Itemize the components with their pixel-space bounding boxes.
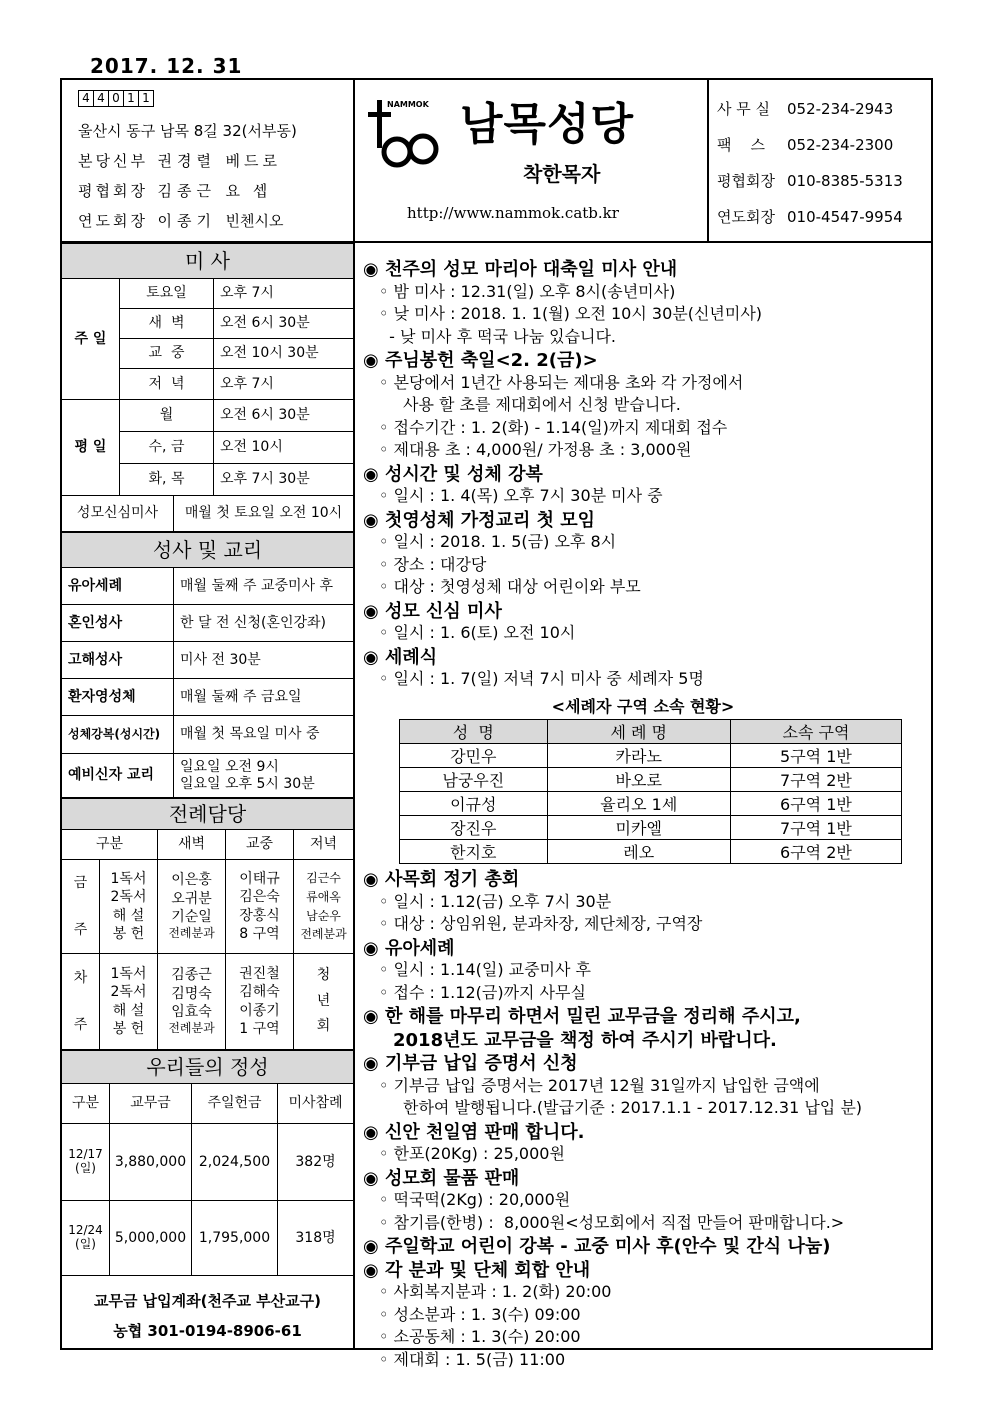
notice-item: ◦ 일시 : 1.14(일) 교중미사 후 — [379, 960, 592, 979]
sacraments-title: 성사 및 교리 — [62, 532, 353, 568]
sacrament-label: 예비신자 교리 — [62, 754, 174, 798]
marian-mass-label: 성모신심미사 — [62, 496, 174, 532]
notice-item: ◦ 사회복지분과 : 1. 2(화) 20:00 — [379, 1282, 612, 1301]
notice-item: ◦ 제대회 : 1. 5(금) 11:00 — [379, 1349, 566, 1369]
weekday-label: 평 일 — [62, 400, 120, 496]
logo-text: NAMMOK — [387, 100, 429, 109]
bulletin-date: 2017. 12. 31 — [90, 54, 243, 78]
staff-council: 평협회장 김종근 요 셉 — [78, 182, 272, 200]
table-row: 장진우 미카엘 7구역 1반 — [400, 816, 902, 840]
notice-item: ◦ 본당에서 1년간 사용되는 제대용 초와 각 가정에서 — [379, 372, 744, 392]
header-title-block — [355, 80, 709, 241]
staff-pastor: 본당신부 권경렬 베드로 — [78, 152, 282, 170]
notice-item: ◦ 대상 : 첫영성체 대상 어린이와 부모 — [379, 577, 641, 596]
postal-code — [78, 90, 153, 107]
offering-attendance: 382명 — [278, 1124, 353, 1201]
offering-dues: 3,880,000 — [110, 1124, 192, 1201]
offering-date: 12/17 (일) — [62, 1124, 110, 1201]
liturgy-col-header: 구분 — [62, 830, 158, 860]
sacrament-value: 미사 전 30분 — [174, 642, 353, 679]
notice-item: ◦ 일시 : 1. 4(목) 오후 7시 30분 미사 중 — [379, 486, 663, 505]
mass-time: 오전 6시 30분 — [214, 400, 353, 432]
notice-heading: ◉ 주님봉헌 축일<2. 2(금)> — [363, 350, 598, 371]
notice-heading: ◉ 천주의 성모 마리아 대축일 미사 안내 — [363, 259, 678, 280]
sacrament-value: 매월 첫 목요일 미사 중 — [174, 716, 353, 754]
church-logo-icon — [365, 94, 445, 170]
offering-col-header: 주일헌금 — [192, 1084, 278, 1124]
liturgy-roles: 1독서 2독서 해 설 봉 헌 — [100, 954, 158, 1050]
liturgy-main: 이태규 김은숙 장홍식 8 구역 — [226, 860, 294, 954]
offering-col-header: 교무금 — [110, 1084, 192, 1124]
postal-digit: 0 — [108, 90, 124, 107]
baptism-caption: <세례자 구역 소속 현황> — [551, 697, 735, 716]
liturgy-dawn: 김종근 김명숙 임효숙 전례분과 — [158, 954, 226, 1050]
notice-heading: ◉ 신안 천일염 판매 합니다. — [363, 1121, 585, 1143]
liturgy-title: 전례담당 — [62, 798, 353, 830]
offering-collection: 2,024,500 — [192, 1124, 278, 1201]
notice-item: ◦ 낮 미사 : 2018. 1. 1(월) 오전 10시 30분(신년미사) — [379, 304, 763, 323]
mass-day: 월 — [120, 400, 214, 432]
notice-item: ◦ 대상 : 상임위원, 분과차장, 제단체장, 구역장 — [379, 914, 703, 933]
offerings-title: 우리들의 정성 — [62, 1050, 353, 1084]
mass-day: 화, 목 — [120, 464, 214, 496]
table-row: 이규성 율리오 1세 6구역 1반 — [400, 792, 902, 816]
sacrament-label: 유아세례 — [62, 568, 174, 605]
mass-day: 저 녁 — [120, 369, 214, 400]
offering-attendance: 318명 — [278, 1201, 353, 1276]
table-row: 한지호 레오 6구역 2반 — [400, 840, 902, 864]
table-header: 성 명 — [400, 720, 548, 744]
sacrament-value: 매월 둘째 주 금요일 — [174, 679, 353, 716]
offering-date: 12/24 (일) — [62, 1201, 110, 1276]
bulletin-frame — [60, 78, 933, 1369]
notice-item: ◦ 접수기간 : 1. 2(화) - 1.14(일)까지 제대회 접수 — [379, 417, 728, 437]
notice-item: ◦ 일시 : 1. 7(일) 저녁 7시 미사 중 세례자 5명 — [379, 669, 704, 688]
notice-item: - 낮 미사 후 떡국 나눔 있습니다. — [379, 326, 617, 346]
liturgy-col-header: 새벽 — [158, 830, 226, 860]
baptism-table — [399, 719, 902, 864]
sacrament-value: 일요일 오전 9시 일요일 오후 5시 30분 — [174, 754, 353, 798]
header — [62, 80, 931, 243]
notice-item: 사용 할 초를 제대회에서 신청 받습니다. — [403, 395, 681, 414]
liturgy-roles: 1독서 2독서 해 설 봉 헌 — [100, 860, 158, 954]
table-header: 세 례 명 — [547, 720, 730, 744]
address: 울산시 동구 남목 8길 32(서부동) — [78, 122, 297, 140]
contact-list — [709, 80, 931, 241]
notice-heading: ◉ 성모 신심 미사 — [363, 600, 502, 622]
sacrament-label: 환자영성체 — [62, 679, 174, 716]
postal-digit: 1 — [138, 90, 154, 107]
notice-item: ◦ 기부금 납입 증명서는 2017년 12월 31일까지 납입한 금액에 — [379, 1075, 820, 1095]
contact-fax: 팩 스 052-234-2300 — [717, 136, 894, 154]
liturgy-col-header: 저녁 — [294, 830, 353, 860]
contact-funeral: 연도회장 010-4547-9954 — [717, 208, 903, 226]
notice-item: ◦ 접수 : 1.12(금)까지 사무실 — [379, 982, 586, 1002]
left-column — [62, 243, 355, 1350]
contact-council: 평협회장 010-8385-5313 — [717, 172, 903, 190]
table-row: 남궁우진 바오로 7구역 2반 — [400, 768, 902, 792]
liturgy-group-label: 차 주 — [62, 954, 100, 1050]
notice-heading: ◉ 첫영성체 가정교리 첫 모임 — [363, 509, 596, 531]
liturgy-main: 권진철 김해숙 이종기 1 구역 — [226, 954, 294, 1050]
bulletin-subtitle: 착한목자 — [523, 162, 601, 186]
mass-day: 교 중 — [120, 339, 214, 369]
mass-time: 오전 10시 30분 — [214, 339, 353, 369]
sacrament-value: 매월 둘째 주 교중미사 후 — [174, 568, 353, 605]
notice-item: 한하여 발행됩니다.(발급기준 : 2017.1.1 - 2017.12.31 납입 분) — [403, 1098, 863, 1117]
sacrament-label: 성체강복(성시간) — [62, 716, 174, 754]
notice-heading: ◉ 각 분과 및 단체 회합 안내 — [363, 1259, 591, 1281]
liturgy-evening: 청 년 회 — [294, 954, 353, 1050]
notice-heading: 2018년도 교무금을 책정 하여 주시기 바랍니다. — [393, 1029, 777, 1051]
mass-time: 오전 10시 — [214, 432, 353, 464]
sunday-label: 주 일 — [62, 279, 120, 400]
notice-heading: ◉ 세례식 — [363, 646, 438, 668]
mass-title: 미 사 — [62, 243, 353, 279]
sacrament-label: 혼인성사 — [62, 605, 174, 642]
offering-col-header: 구분 — [62, 1084, 110, 1124]
postal-digit: 4 — [78, 90, 94, 107]
mass-time: 오후 7시 — [214, 369, 353, 400]
notices-column — [355, 243, 931, 1369]
staff-funeral: 연도회장 이종기 빈첸시오 — [78, 212, 284, 230]
notice-item: ◦ 일시 : 2018. 1. 5(금) 오후 8시 — [379, 532, 617, 551]
mass-time: 오전 6시 30분 — [214, 309, 353, 339]
sacrament-value: 한 달 전 신청(혼인강좌) — [174, 605, 353, 642]
notice-item: ◦ 장소 : 대강당 — [379, 554, 487, 574]
table-row: 강민우 카라노 5구역 1반 — [400, 744, 902, 768]
offering-dues: 5,000,000 — [110, 1201, 192, 1276]
marian-mass-time: 매월 첫 토요일 오전 10시 — [174, 496, 353, 532]
liturgy-group-label: 금 주 — [62, 860, 100, 954]
account-number: 농협 301-0194-8906-61 — [113, 1322, 302, 1340]
notice-item: ◦ 일시 : 1.12(금) 오후 7시 30분 — [379, 891, 612, 911]
notice-heading: ◉ 한 해를 마무리 하면서 밀린 교무금을 정리해 주시고, — [363, 1006, 801, 1027]
notice-item: ◦ 소공동체 : 1. 3(수) 20:00 — [379, 1327, 581, 1346]
header-info — [62, 80, 355, 241]
notice-heading: ◉ 성모회 물품 판매 — [363, 1167, 520, 1189]
table-header: 소속 구역 — [730, 720, 901, 744]
mass-day: 새 벽 — [120, 309, 214, 339]
mass-time: 오후 7시 — [214, 279, 353, 309]
church-name: 남목성당 — [460, 99, 635, 150]
liturgy-evening: 김근수 류애옥 남순우 전례분과 — [294, 860, 353, 954]
notice-item: ◦ 참기름(한병) : 8,000원<성모회에서 직접 만들어 판매합니다.> — [379, 1212, 845, 1232]
mass-time: 오후 7시 30분 — [214, 464, 353, 496]
notice-heading: ◉ 성시간 및 성체 강복 — [363, 463, 543, 485]
mass-day: 수, 금 — [120, 432, 214, 464]
offering-col-header: 미사참례 — [278, 1084, 353, 1124]
mass-day: 토요일 — [120, 279, 214, 309]
notice-item: ◦ 밤 미사 : 12.31(일) 오후 8시(송년미사) — [379, 281, 676, 301]
website-link[interactable]: http://www.nammok.catb.kr — [407, 204, 619, 222]
notice-heading: ◉ 기부금 납입 증명서 신청 — [363, 1053, 578, 1074]
notice-heading: ◉ 사목회 정기 총회 — [363, 869, 520, 890]
account-title: 교무금 납입계좌(천주교 부산교구) — [93, 1292, 322, 1310]
liturgy-col-header: 교중 — [226, 830, 294, 860]
postal-digit: 4 — [93, 90, 109, 107]
offering-collection: 1,795,000 — [192, 1201, 278, 1276]
notice-item: ◦ 성소분과 : 1. 3(수) 09:00 — [379, 1304, 581, 1324]
notice-item: ◦ 떡국떡(2Kg) : 20,000원 — [379, 1190, 571, 1209]
notice-item: ◦ 일시 : 1. 6(토) 오전 10시 — [379, 623, 576, 642]
notice-heading: ◉ 주일학교 어린이 강복 - 교중 미사 후(안수 및 간식 나눔) — [363, 1236, 831, 1257]
notice-item: ◦ 한포(20Kg) : 25,000원 — [379, 1144, 565, 1163]
contact-office: 사 무 실 052-234-2943 — [717, 100, 894, 118]
table-header-row — [400, 720, 902, 744]
liturgy-dawn: 이은홍 오귀분 기순일 전례분과 — [158, 860, 226, 954]
postal-digit: 1 — [123, 90, 139, 107]
notice-item: ◦ 제대용 초 : 4,000원/ 가정용 초 : 3,000원 — [379, 440, 692, 459]
notice-heading: ◉ 유아세례 — [363, 937, 455, 959]
sacrament-label: 고해성사 — [62, 642, 174, 679]
